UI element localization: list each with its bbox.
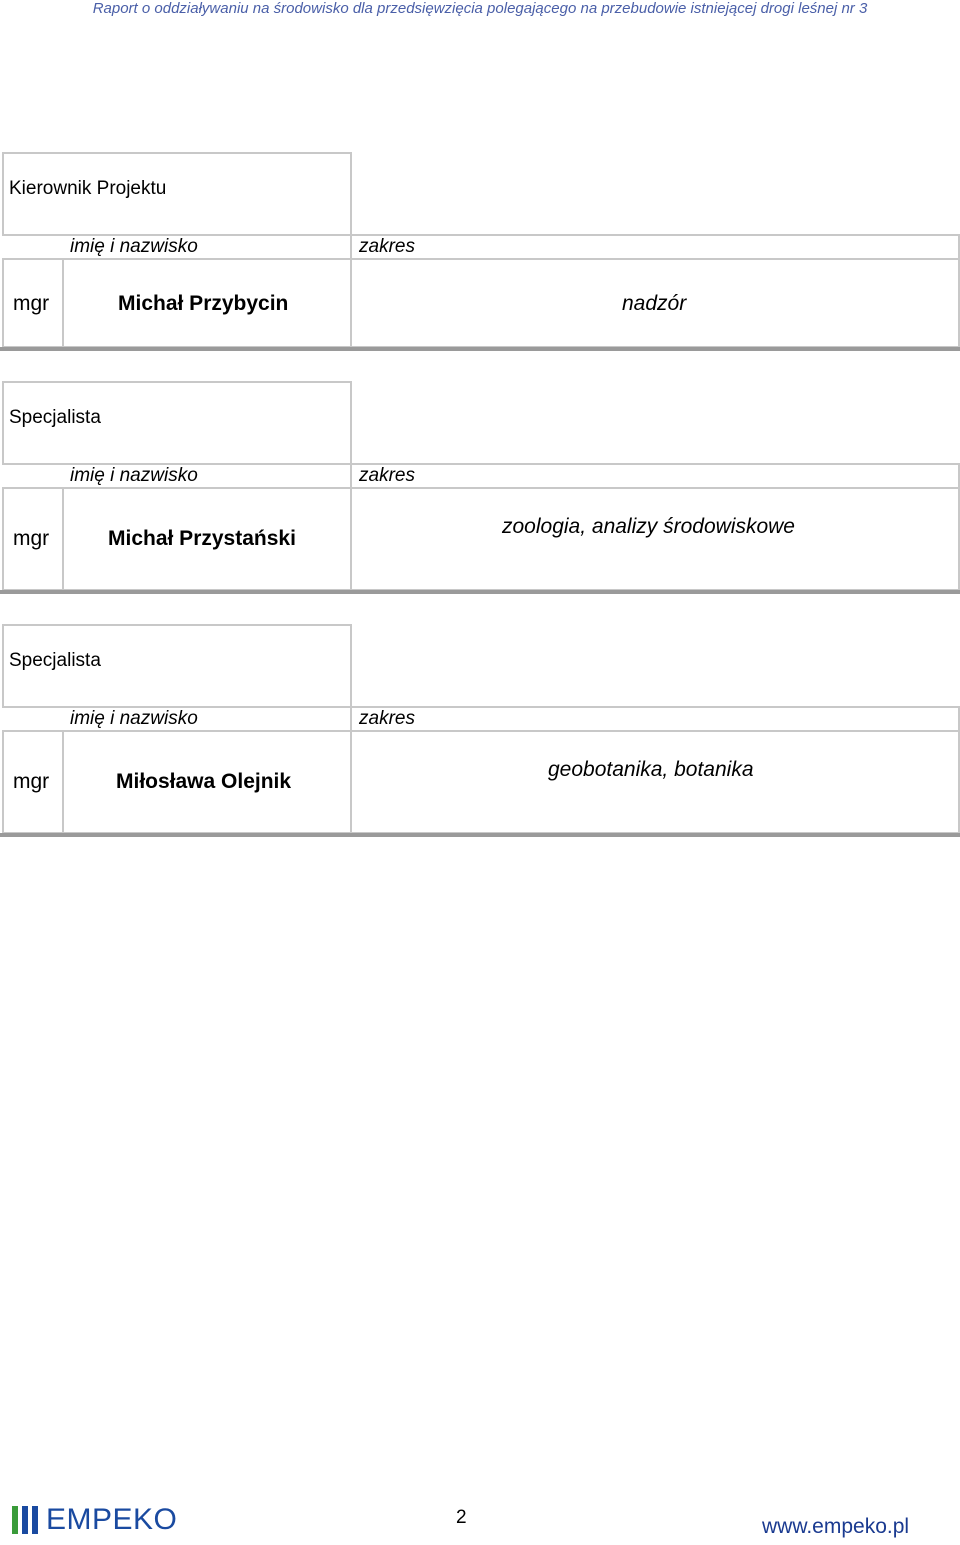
logo-text: EMPEKO <box>46 1503 178 1536</box>
document-header: Raport o oddziaływaniu na środowisko dla przedsięwzięcia polegającego na przebudowie istniejącej drogi leśnej nr 3 <box>92 0 868 17</box>
person-name: Miłosława Olejnik <box>116 770 292 793</box>
section-title: Specjalista <box>9 650 101 671</box>
column-header-scope: zakres <box>359 236 415 257</box>
scope-value: zoologia, analizy środowiskowe <box>502 515 795 538</box>
column-header-scope: zakres <box>359 465 415 486</box>
column-header-scope: zakres <box>359 708 415 729</box>
degree: mgr <box>13 292 50 315</box>
website-link[interactable]: www.empeko.pl <box>762 1515 910 1538</box>
section-title: Specjalista <box>9 407 101 428</box>
column-header-name: imię i nazwisko <box>70 236 198 257</box>
logo-bars-icon <box>12 1506 38 1534</box>
section-title: Kierownik Projektu <box>9 178 167 199</box>
page-number: 2 <box>456 1507 467 1528</box>
empeko-logo <box>12 1504 177 1536</box>
section-bottom-rule <box>0 347 960 351</box>
section-bottom-rule <box>0 833 960 837</box>
column-header-name: imię i nazwisko <box>70 465 198 486</box>
person-name: Michał Przystański <box>108 527 296 550</box>
column-header-name: imię i nazwisko <box>70 708 198 729</box>
person-name: Michał Przybycin <box>118 292 289 315</box>
scope-value: nadzór <box>622 292 687 315</box>
degree: mgr <box>13 527 50 550</box>
degree: mgr <box>13 770 50 793</box>
section-bottom-rule <box>0 590 960 594</box>
scope-value: geobotanika, botanika <box>548 758 754 781</box>
